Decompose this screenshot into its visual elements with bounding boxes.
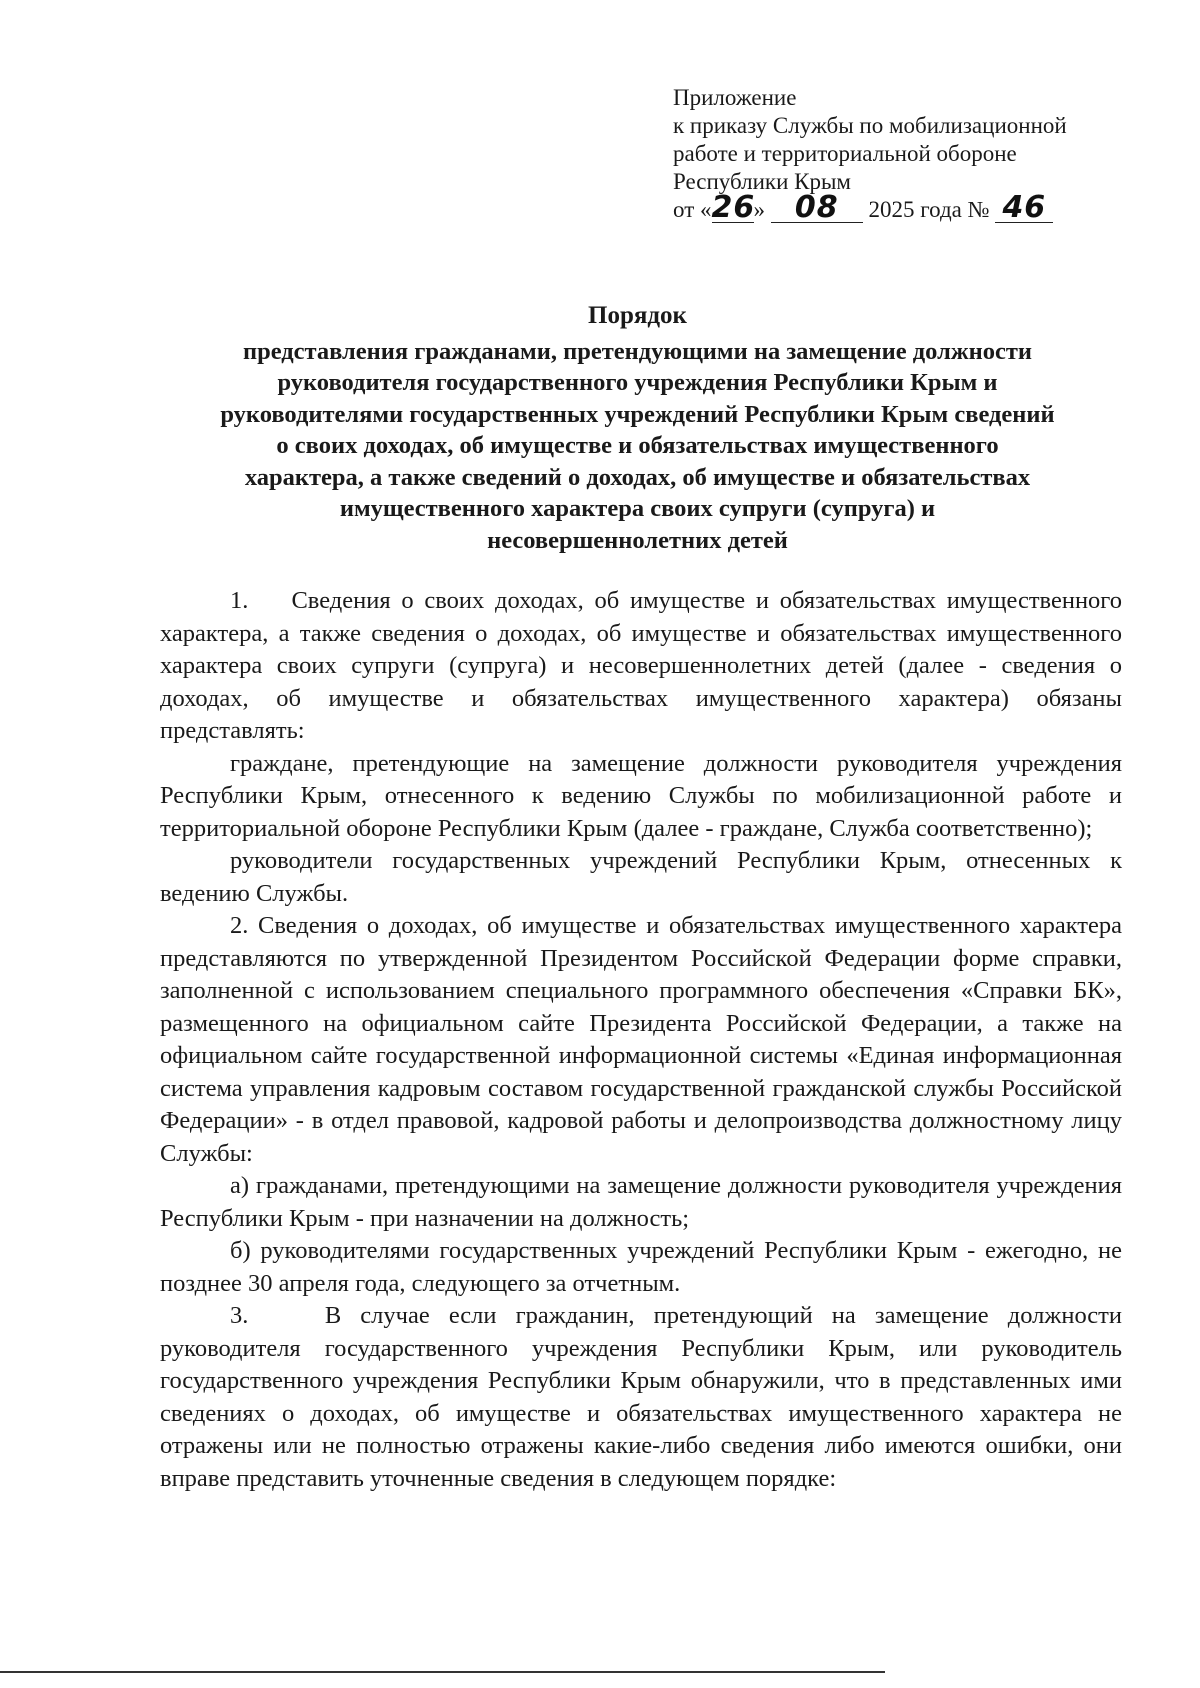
- paragraph: руководители государственных учреждений Республики Крым, отнесенных к ведению Службы.: [160, 847, 1122, 907]
- year-text: 2025 года №: [868, 197, 990, 222]
- title-line: несовершеннолетних детей: [487, 526, 788, 554]
- day-field: [711, 190, 756, 225]
- handwritten-number: 46: [1002, 190, 1047, 225]
- title-line: о своих доходах, об имуществе и обязательствах имущественного: [276, 432, 999, 459]
- handwritten-day: 26: [711, 190, 756, 225]
- appendix-line: работе и территориальной обороне: [673, 141, 1017, 166]
- date-prefix: от «: [673, 197, 712, 222]
- title-line: руководителями государственных учреждений Республики Крым сведений: [220, 400, 1055, 428]
- paragraph: б) руководителями государственных учреждений Республики Крым - ежегодно, не позднее 30 апреля года, следующего за отчетным.: [160, 1237, 1122, 1297]
- paragraph: 3. В случае если гражданин, претендующий на замещение должности руководителя государственного учреждения Республики Крым, или руководитель государственного учреждения Республики Крым обнаружили, что в представленных ими сведениях о доходах, об имуществе и обязательствах имущественного характера не отражены или не полностью отражены какие-либо сведения либо имеются ошибки, они вправе представить уточненные сведения в следующем порядке:: [160, 1302, 1122, 1492]
- appendix-line: Республики Крым: [673, 169, 851, 194]
- appendix-line: к приказу Службы по мобилизационной: [673, 113, 1067, 138]
- appendix-line: Приложение: [673, 85, 797, 110]
- paragraph: 1. Сведения о своих доходах, об имуществе и обязательствах имущественного характера, а также сведения о доходах, об имуществе и обязательствах имущественного характера своих супруги (супруга) и несовершеннолетних детей (далее - сведения о доходах, об имуществе и обязательствах имущественного характера) обязаны представлять:: [160, 587, 1122, 744]
- appendix-header: [673, 84, 1113, 224]
- handwritten-month: 08: [794, 190, 839, 225]
- title-line: руководителя государственного учреждения Республики Крым и: [277, 369, 998, 396]
- order-date-line: [673, 190, 1113, 225]
- title-line: имущественного характера своих супруги (супруга) и: [339, 495, 936, 522]
- month-field: [771, 190, 863, 225]
- title-main: Порядок: [588, 302, 687, 329]
- order-number-field: [995, 190, 1053, 225]
- paragraph: а) гражданами, претендующими на замещение должности руководителя учреждения Республики Крым - при назначении на должность;: [160, 1172, 1122, 1232]
- document-body: [160, 585, 1122, 1495]
- document-title: [150, 300, 1125, 556]
- date-quote-close: »: [753, 197, 765, 222]
- title-line: представления гражданами, претендующими на замещение должности: [242, 337, 1032, 365]
- paragraph: 2. Сведения о доходах, об имуществе и обязательствах имущественного характера представляются по утвержденной Президентом Российской Федерации форме справки, заполненной с использованием специального программного обеспечения «Справки БК», размещенного на официальном сайте Президента Российской Федерации, а также на официальном сайте государственной информационной системы «Единая информационная система управления кадровым составом государственной гражданской службы Российской Федерации» - в отдел правовой, кадровой работы и делопроизводства должностному лицу Службы:: [160, 912, 1122, 1167]
- footer-divider: [0, 1671, 885, 1673]
- paragraph: граждане, претендующие на замещение должности руководителя учреждения Республики Крым, отнесенного к ведению Службы по мобилизационной работе и территориальной обороне Республики Крым (далее - граждане, Служба соответственно);: [160, 749, 1122, 842]
- title-line: характера, а также сведений о доходах, об имуществе и обязательствах: [244, 463, 1031, 491]
